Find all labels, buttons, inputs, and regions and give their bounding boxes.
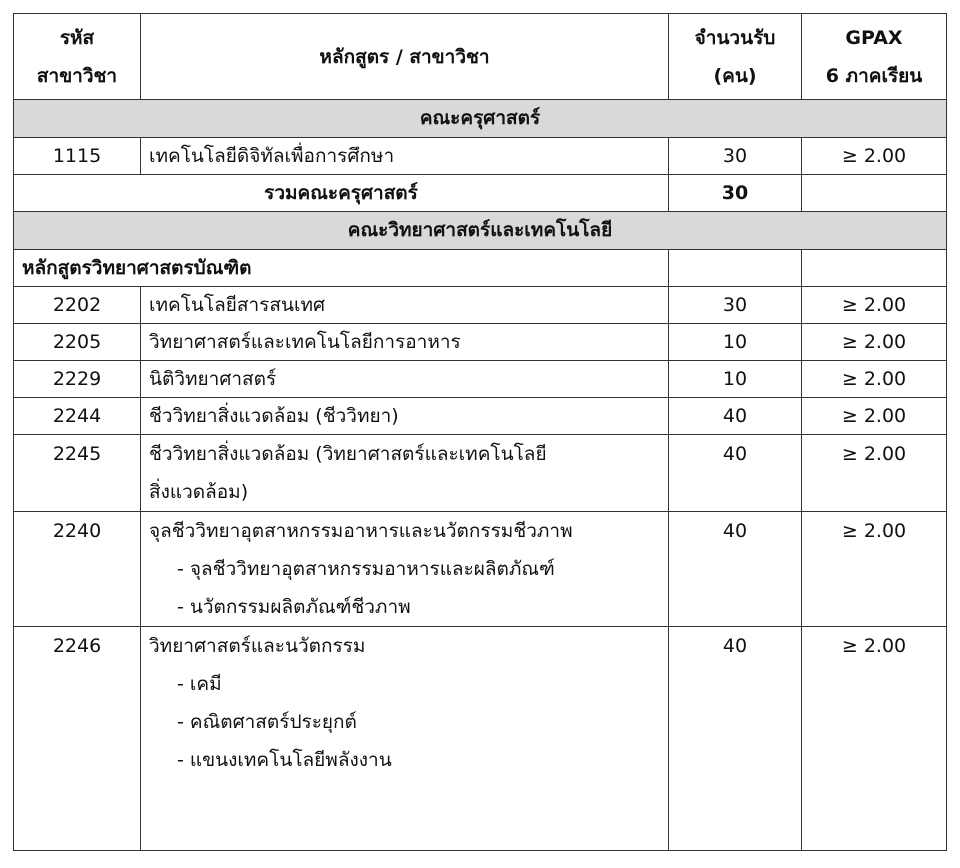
table-row [14,361,947,398]
total-label: รวมคณะครุศาสตร์ [14,175,669,212]
header-gpax: GPAX 6 ภาคเรียน [802,14,947,100]
program-name: ชีววิทยาสิ่งแวดล้อม (วิทยาศาสตร์และเทคโนโลยี สิ่งแวดล้อม) [141,435,669,512]
program-seats: 40 [669,512,802,627]
faculty-name: คณะวิทยาศาสตร์และเทคโนโลยี [14,212,947,250]
faculty-row-science [14,212,947,250]
faculty-total-row [14,175,947,212]
program-gpax: ≥ 2.00 [802,287,947,324]
program-name: จุลชีววิทยาอุตสาหกรรมอาหารและนวัตกรรมชีวภาพ - จุลชีววิทยาอุตสาหกรรมอาหารและผลิตภัณฑ์ - นวัตกรรมผลิตภัณฑ์ชีวภาพ [141,512,669,627]
program-name: วิทยาศาสตร์และนวัตกรรม - เคมี - คณิตศาสตร์ประยุกต์ - แขนงเทคโนโลยีพลังงาน [141,627,669,851]
program-name: เทคโนโลยีดิจิทัลเพื่อการศึกษา [141,138,669,175]
program-code: 2205 [14,324,141,361]
program-gpax: ≥ 2.00 [802,138,947,175]
program-seats: 10 [669,361,802,398]
degree-name: หลักสูตรวิทยาศาสตรบัณฑิต [14,250,669,287]
degree-row [14,250,947,287]
faculty-name: คณะครุศาสตร์ [14,100,947,138]
program-gpax: ≥ 2.00 [802,398,947,435]
faculty-row-education [14,100,947,138]
program-name: ชีววิทยาสิ่งแวดล้อม (ชีววิทยา) [141,398,669,435]
program-gpax: ≥ 2.00 [802,627,947,851]
program-name: นิติวิทยาศาสตร์ [141,361,669,398]
table-row [14,627,947,851]
sub-track: - แขนงเทคโนโลยีพลังงาน [177,749,392,771]
program-seats: 30 [669,138,802,175]
table-row [14,512,947,627]
program-gpax: ≥ 2.00 [802,361,947,398]
program-gpax: ≥ 2.00 [802,435,947,512]
header-seats: จำนวนรับ (คน) [669,14,802,100]
program-code: 2229 [14,361,141,398]
header-code: รหัส สาขาวิชา [14,14,141,100]
admission-table [13,13,947,851]
program-gpax: ≥ 2.00 [802,512,947,627]
sub-track: - จุลชีววิทยาอุตสาหกรรมอาหารและผลิตภัณฑ์ [177,558,555,580]
sub-track: - นวัตกรรมผลิตภัณฑ์ชีวภาพ [177,596,411,618]
header-program: หลักสูตร / สาขาวิชา [141,14,669,100]
program-name: เทคโนโลยีสารสนเทศ [141,287,669,324]
program-name: วิทยาศาสตร์และเทคโนโลยีการอาหาร [141,324,669,361]
program-seats: 40 [669,398,802,435]
program-gpax: ≥ 2.00 [802,324,947,361]
program-seats: 40 [669,627,802,851]
header-row [14,14,947,100]
program-code: 1115 [14,138,141,175]
empty-cell [802,250,947,287]
table-row [14,435,947,512]
program-code: 2202 [14,287,141,324]
sub-track: - เคมี [177,673,222,695]
total-gpax-empty [802,175,947,212]
empty-cell [669,250,802,287]
program-code: 2245 [14,435,141,512]
program-seats: 10 [669,324,802,361]
sub-track: - คณิตศาสตร์ประยุกต์ [177,711,357,733]
program-code: 2240 [14,512,141,627]
table-row [14,138,947,175]
table-row [14,287,947,324]
program-code: 2246 [14,627,141,851]
table-row [14,398,947,435]
table-row [14,324,947,361]
program-seats: 40 [669,435,802,512]
program-seats: 30 [669,287,802,324]
total-seats: 30 [669,175,802,212]
program-code: 2244 [14,398,141,435]
